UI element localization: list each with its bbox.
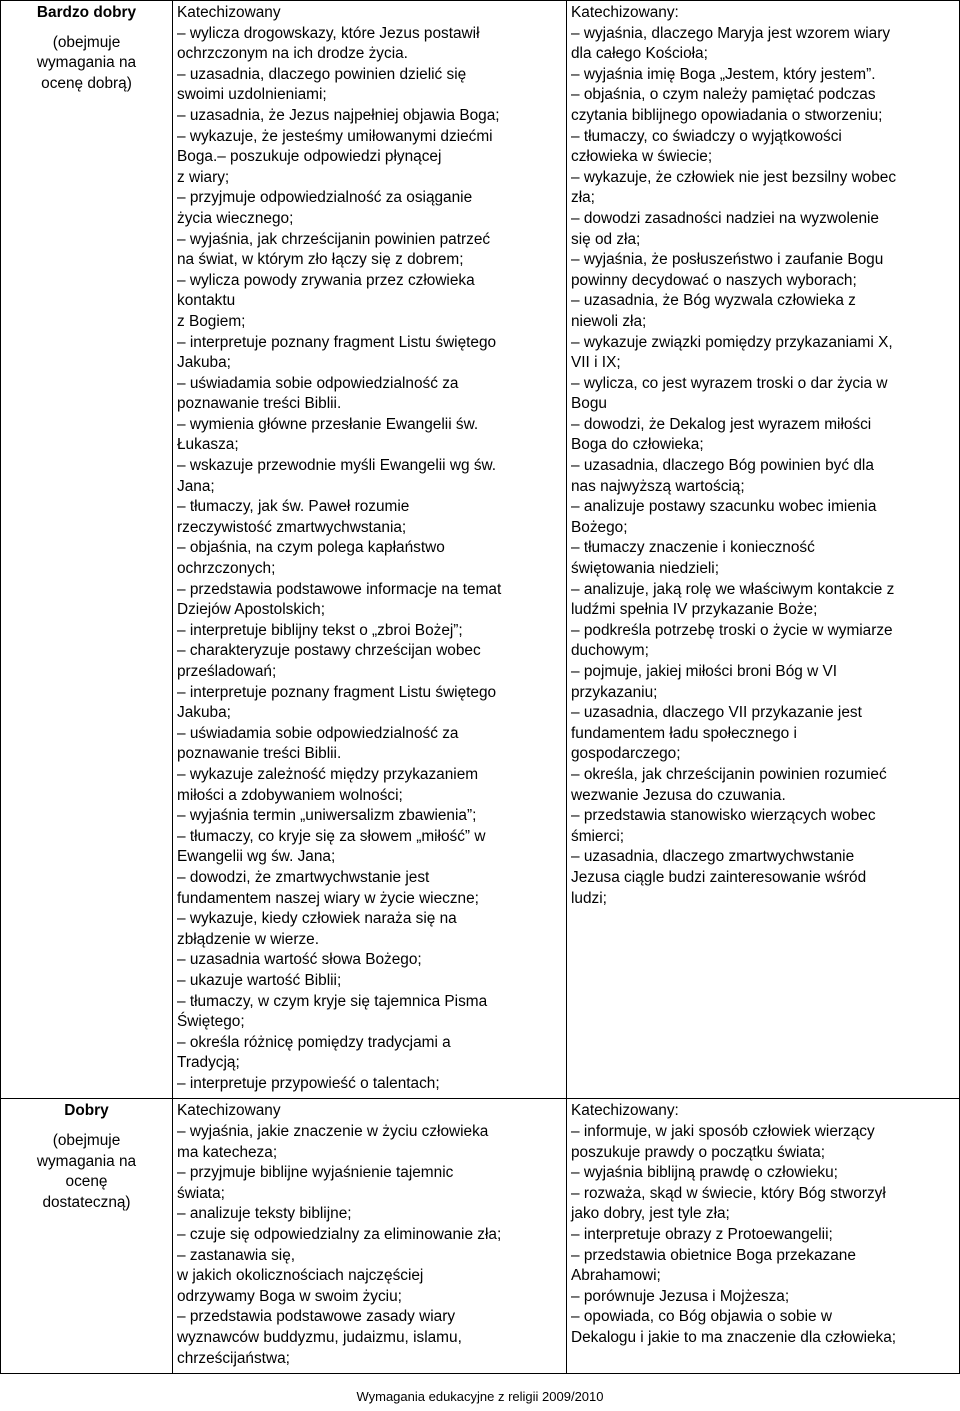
grade-description-line: (obejmuje xyxy=(52,33,121,51)
requirement-line: – analizuje postawy szacunku wobec imienia xyxy=(571,498,877,516)
grade-row-good xyxy=(1,1099,960,1374)
requirement-line: – rozważa, skąd w świecie, który Bóg stworzył xyxy=(571,1184,886,1202)
requirement-line: – określa, jak chrześcijanin powinien rozumieć xyxy=(571,765,887,783)
requirement-line: – wylicza, co jest wyrazem troski o dar życia w xyxy=(571,374,888,392)
requirement-line: – podkreśla potrzebę troski o życie w wymiarze xyxy=(571,621,893,639)
requirement-line: czytania biblijnego opowiadania o stworzeniu; xyxy=(571,106,883,124)
requirement-line: – opowiada, co Bóg objawia o sobie w xyxy=(571,1308,832,1326)
requirement-line: fundamentem naszej wiary w życie wieczne; xyxy=(177,889,479,907)
requirements-column-2 xyxy=(567,1,960,1099)
requirement-line: – analizuje, jaką rolę we właściwym kontakcie z xyxy=(571,580,895,598)
requirement-line: – wykazuje, że jesteśmy umiłowanymi dziećmi xyxy=(177,127,493,145)
requirement-line: prześladowań; xyxy=(177,663,277,680)
requirement-line: Jana; xyxy=(177,477,215,495)
requirement-line: z wiary; xyxy=(177,168,230,186)
requirement-line: Jakuba; xyxy=(177,704,231,722)
grade-description-line: wymagania na xyxy=(36,1152,137,1170)
requirement-line: – wykazuje, że człowiek nie jest bezsilny wobec xyxy=(571,168,897,186)
grade-cell xyxy=(1,1,173,1099)
requirement-line: Dekalogu i jakie to ma znaczenie dla człowieka; xyxy=(571,1329,897,1346)
grade-description xyxy=(5,1131,168,1213)
page-footer: Wymagania edukacyjne z religii 2009/2010 xyxy=(356,1389,604,1404)
requirement-line: – dowodzi zasadności nadziei na wyzwolenie xyxy=(571,209,879,227)
requirement-line: – tłumaczy, co świadczy o wyjątkowości xyxy=(571,127,842,145)
requirement-line: – uzasadnia, dlaczego VII przykazanie jest xyxy=(571,704,862,722)
requirement-line: ma katecheza; xyxy=(177,1143,278,1161)
requirement-line: śmierci; xyxy=(571,827,625,845)
grade-description-line: dostateczną) xyxy=(42,1193,131,1211)
requirement-line: – wykazuje związki pomiędzy przykazaniami X, xyxy=(571,333,893,351)
requirement-line: zbłądzenie w wierze. xyxy=(177,930,320,948)
requirement-line: niewoli zła; xyxy=(571,312,647,330)
grade-description-line: (obejmuje xyxy=(52,1132,121,1150)
requirement-line: – określa różnicę pomiędzy tradycjami a xyxy=(177,1033,451,1051)
requirement-line: – uzasadnia, dlaczego powinien dzielić się xyxy=(177,65,467,83)
requirement-line: odrzywamy Boga w swoim życiu; xyxy=(177,1287,402,1305)
requirement-line: – wykazuje, kiedy człowiek naraża się na xyxy=(177,910,457,928)
requirement-line: VII i IX; xyxy=(571,354,621,372)
requirement-line: – objaśnia, o czym należy pamiętać podczas xyxy=(571,86,876,104)
requirement-line: – wylicza powody zrywania przez człowieka xyxy=(177,271,475,289)
requirement-line: – przyjmuje biblijne wyjaśnienie tajemnic xyxy=(177,1164,454,1182)
requirement-line: – czuje się odpowiedzialny za eliminowanie zła; xyxy=(177,1226,502,1244)
requirement-line: – objaśnia, na czym polega kapłaństwo xyxy=(177,539,445,557)
requirement-line: się od zła; xyxy=(571,230,641,248)
requirement-line: zła; xyxy=(571,189,595,207)
requirement-line: – wyjaśnia imię Boga „Jestem, który jestem”. xyxy=(571,65,876,83)
requirements-column-2 xyxy=(567,1099,960,1374)
requirement-line: – pojmuje, jakiej miłości broni Bóg w VI xyxy=(571,663,838,680)
requirement-line: duchowym; xyxy=(571,642,649,660)
requirement-line: świata; xyxy=(177,1184,225,1202)
requirement-line: Abrahamowi; xyxy=(571,1267,661,1285)
requirement-line: Ewangelii wg św. Jana; xyxy=(177,848,336,866)
requirement-line: ochrzczonym na ich drodze życia. xyxy=(177,45,408,63)
requirement-line: – uzasadnia, że Jezus najpełniej objawia Boga; xyxy=(177,106,500,124)
requirement-line: – wyjaśnia, dlaczego Maryja jest wzorem wiary xyxy=(571,24,891,42)
requirement-line: – interpretuje obrazy z Protoewangelii; xyxy=(571,1226,833,1244)
requirement-line: – przedstawia podstawowe informacje na temat xyxy=(177,580,502,598)
requirement-line: – informuje, w jaki sposób człowiek wierzący xyxy=(571,1123,875,1141)
requirement-line: – ukazuje wartość Biblii; xyxy=(177,971,342,989)
requirement-line: życia wiecznego; xyxy=(177,209,294,227)
requirement-line: – analizuje teksty biblijne; xyxy=(177,1205,352,1223)
requirement-line: Jezusa ciągle budzi zainteresowanie wśród xyxy=(571,868,867,886)
requirement-line: wyznawców buddyzmu, judaizmu, islamu, xyxy=(177,1329,462,1346)
requirement-line: poznawanie treści Biblii. xyxy=(177,395,342,413)
grade-description-line: ocenę dobrą) xyxy=(41,74,132,92)
requirement-line: – uzasadnia, że Bóg wyzwala człowieka z xyxy=(571,292,856,310)
requirement-line: – charakteryzuje postawy chrześcijan wobec xyxy=(177,642,481,660)
requirement-line: Boga.– poszukuje odpowiedzi płynącej xyxy=(177,148,442,166)
requirement-line: Jakuba; xyxy=(177,354,231,372)
requirement-line: – tłumaczy znaczenie i konieczność xyxy=(571,539,815,557)
grade-name: Dobry xyxy=(64,1102,109,1120)
requirement-line: – interpretuje poznany fragment Listu świętego xyxy=(177,333,497,351)
requirement-line: gospodarczego; xyxy=(571,745,681,763)
requirement-line: – uświadamia sobie odpowiedzialność za xyxy=(177,724,459,742)
requirement-line: – wskazuje przewodnie myśli Ewangelii wg św. xyxy=(177,457,497,475)
requirement-line: – interpretuje biblijny tekst o „zbroi Bożej”; xyxy=(177,621,463,639)
requirements-column-1 xyxy=(173,1,567,1099)
requirement-line: – uzasadnia, dlaczego Bóg powinien być dla xyxy=(571,457,874,475)
requirement-line: nas najwyższą wartością; xyxy=(571,477,745,495)
grade-name: Bardzo dobry xyxy=(36,4,137,21)
requirement-line: – wymienia główne przesłanie Ewangelii św. xyxy=(177,415,479,433)
requirement-line: jako dobry, jest tyle zła; xyxy=(571,1205,730,1223)
requirement-line: – interpretuje poznany fragment Listu świętego xyxy=(177,683,497,701)
requirements-column-1 xyxy=(173,1099,567,1374)
requirement-line: Dziejów Apostolskich; xyxy=(177,601,325,619)
requirement-line: Bożego; xyxy=(571,518,628,536)
requirement-line: Tradycją; xyxy=(177,1054,240,1072)
requirement-line: – uświadamia sobie odpowiedzialność za xyxy=(177,374,459,392)
requirement-line: ludźmi spełnia IV przykazanie Boże; xyxy=(571,601,818,619)
requirement-line: kontaktu xyxy=(177,292,236,310)
requirement-line: – tłumaczy, jak św. Paweł rozumie xyxy=(177,498,410,516)
requirement-line: z Bogiem; xyxy=(177,312,246,330)
requirement-line: poznawanie treści Biblii. xyxy=(177,745,342,763)
requirement-line: na świat, w którym zło łączy się z dobrem; xyxy=(177,251,464,269)
requirement-line: powinny decydować o naszych wyborach; xyxy=(571,271,857,289)
requirement-line: ochrzczonych; xyxy=(177,560,276,578)
requirement-line: swoimi uzdolnieniami; xyxy=(177,86,327,104)
grade-description xyxy=(5,33,168,95)
requirement-line: – dowodzi, że zmartwychwstanie jest xyxy=(177,868,430,886)
requirement-line: wezwanie Jezusa do czuwania. xyxy=(571,786,786,804)
requirement-line: Świętego; xyxy=(177,1013,245,1031)
requirement-line: – przedstawia stanowisko wierzących wobec xyxy=(571,807,876,825)
grade-description-line: ocenę xyxy=(65,1173,108,1191)
requirement-line: Katechizowany xyxy=(177,1102,281,1120)
requirement-line: – wyjaśnia, jak chrześcijanin powinien patrzeć xyxy=(177,230,491,248)
grade-description-line: wymagania na xyxy=(36,54,137,72)
requirement-line: miłości a zdobywaniem wolności; xyxy=(177,786,403,804)
requirement-line: chrześcijaństwa; xyxy=(177,1349,290,1367)
requirement-line: – wylicza drogowskazy, które Jezus postawił xyxy=(177,24,480,42)
requirement-line: – wyjaśnia biblijną prawdę o człowieku; xyxy=(571,1164,838,1182)
requirement-line: – wyjaśnia, że posłuszeństwo i zaufanie Bogu xyxy=(571,251,884,269)
requirement-line: – interpretuje przypowieść o talentach; xyxy=(177,1074,440,1092)
requirement-line: – dowodzi, że Dekalog jest wyrazem miłości xyxy=(571,415,872,433)
requirement-line: Boga do człowieka; xyxy=(571,436,704,454)
requirement-line: – uzasadnia, dlaczego zmartwychwstanie xyxy=(571,848,855,866)
requirement-line: poszukuje prawdy o początku świata; xyxy=(571,1143,826,1161)
requirement-line: – porównuje Jezusa i Mojżesza; xyxy=(571,1287,790,1305)
requirement-line: – wyjaśnia termin „uniwersalizm zbawienia”; xyxy=(177,807,477,825)
requirement-line: – wyjaśnia, jakie znaczenie w życiu człowieka xyxy=(177,1123,489,1141)
requirement-line: – wykazuje zależność między przykazaniem xyxy=(177,765,479,783)
requirement-line: Bogu xyxy=(571,395,607,413)
requirement-line: świętowania niedzieli; xyxy=(571,560,719,578)
requirements-table-body xyxy=(1,1,960,1374)
grade-row-very-good xyxy=(1,1,960,1099)
requirement-line: Katechizowany: xyxy=(571,4,679,21)
requirement-line: Katechizowany: xyxy=(571,1102,679,1120)
requirement-line: człowieka w świecie; xyxy=(571,148,713,166)
grade-cell xyxy=(1,1099,173,1374)
requirement-line: Łukasza; xyxy=(177,436,239,454)
requirement-line: fundamentem ładu społecznego i xyxy=(571,724,797,742)
requirement-line: – przyjmuje odpowiedzialność za osiąganie xyxy=(177,189,473,207)
requirement-line: – zastanawia się, xyxy=(177,1246,296,1264)
requirement-line: – przedstawia podstawowe zasady wiary xyxy=(177,1308,456,1326)
requirement-line: – tłumaczy, w czym kryje się tajemnica Pisma xyxy=(177,992,488,1010)
requirement-line: Katechizowany xyxy=(177,4,281,21)
requirement-line: – uzasadnia wartość słowa Bożego; xyxy=(177,951,422,969)
requirement-line: rzeczywistość zmartwychwstania; xyxy=(177,518,407,536)
requirement-line: dla całego Kościoła; xyxy=(571,45,708,63)
requirement-line: – przedstawia obietnice Boga przekazane xyxy=(571,1246,856,1264)
requirement-line: ludzi; xyxy=(571,889,607,907)
requirement-line: w jakich okolicznościach najczęściej xyxy=(177,1267,424,1285)
requirement-line: przykazaniu; xyxy=(571,683,658,701)
requirement-line: – tłumaczy, co kryje się za słowem „miłość” w xyxy=(177,827,486,845)
